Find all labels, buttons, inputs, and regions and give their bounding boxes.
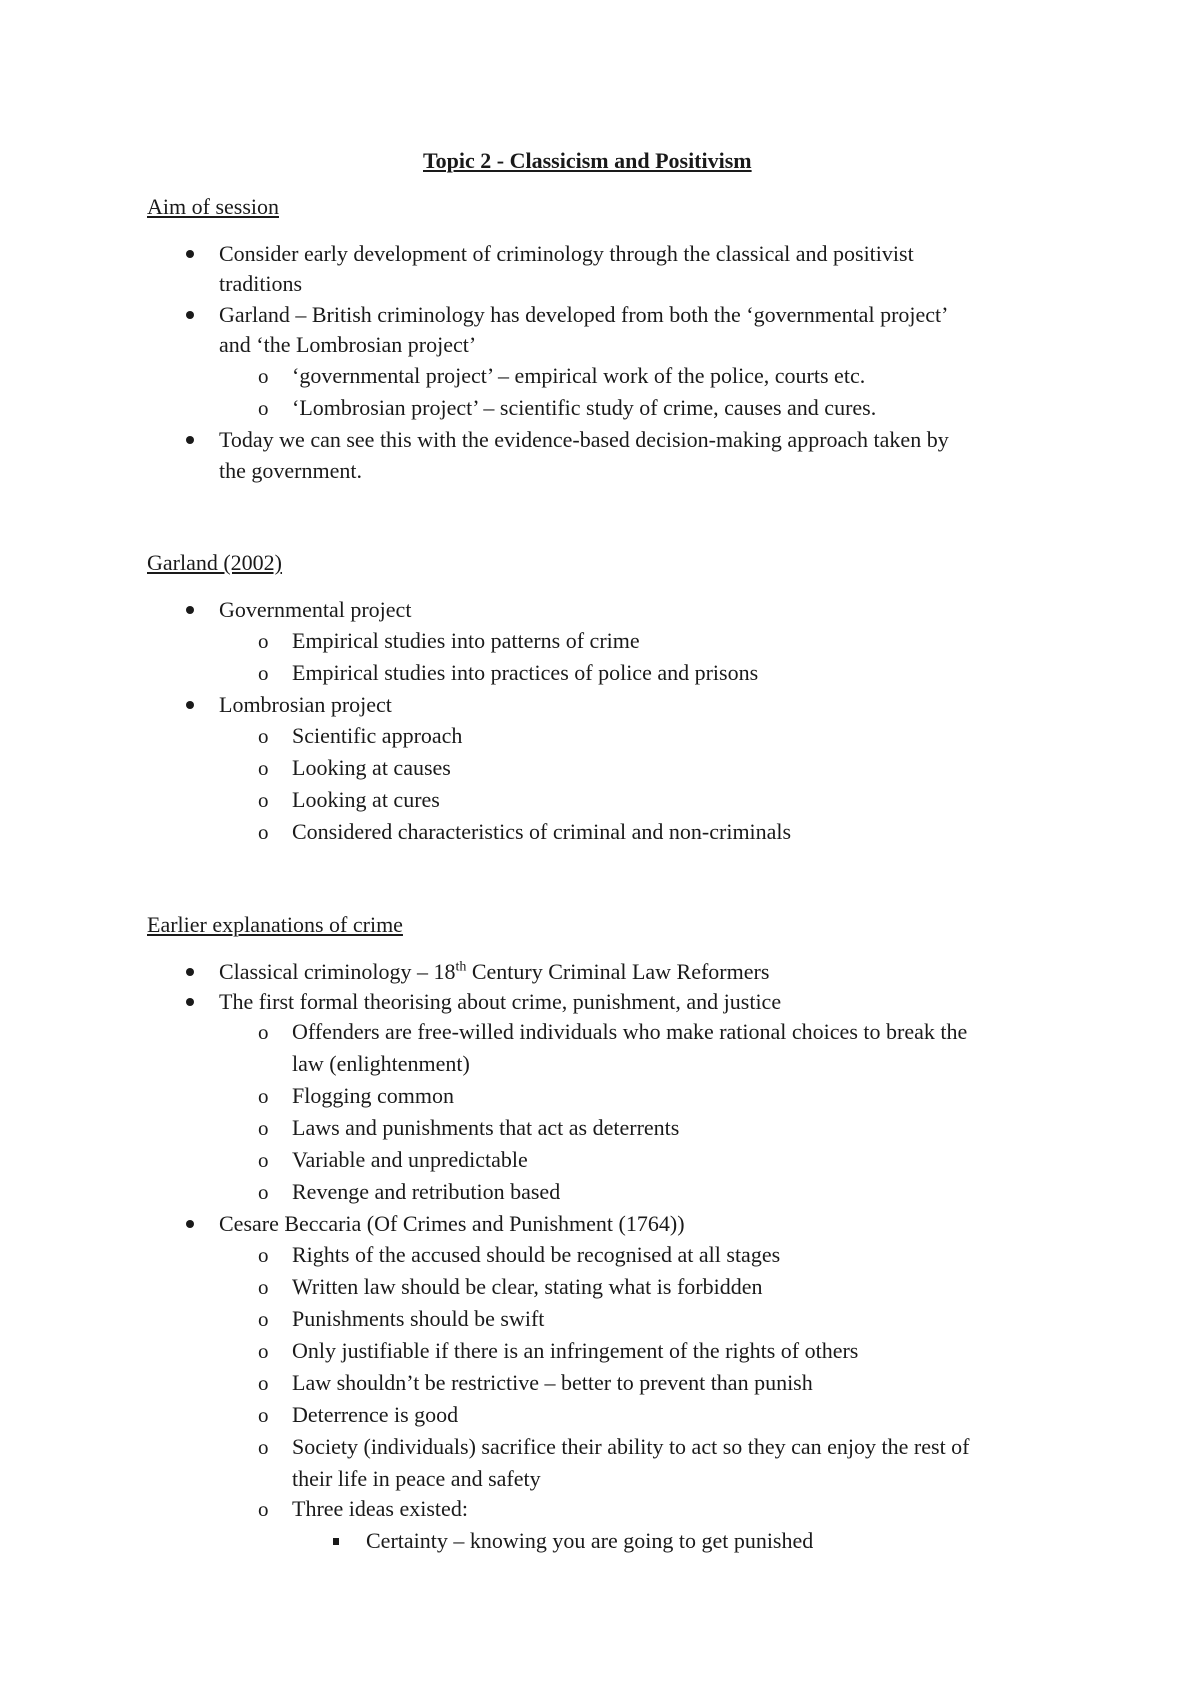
bullet-icon xyxy=(186,311,194,319)
list-item-continuation: traditions xyxy=(219,271,303,296)
ordinal-suffix: th xyxy=(455,959,467,975)
sub-list-item: ‘governmental project’ – empirical work of the police, courts etc. xyxy=(292,363,866,388)
section-heading-garland: Garland (2002) xyxy=(147,550,283,575)
sub-list-item: Revenge and retribution based xyxy=(292,1179,561,1204)
bullet-icon xyxy=(186,436,194,444)
section-heading-aim: Aim of session xyxy=(147,194,279,219)
bullet-icon xyxy=(186,250,194,258)
sub-list-item: Variable and unpredictable xyxy=(292,1147,528,1172)
sub-bullet-icon: o xyxy=(258,1148,269,1172)
sub-bullet-icon: o xyxy=(258,1435,269,1459)
sub-list-item: Offenders are free-willed individuals who make rational choices to break the xyxy=(292,1019,968,1044)
sub-list-item: Three ideas existed: xyxy=(292,1496,468,1521)
list-item: The first formal theorising about crime, punishment, and justice xyxy=(219,989,782,1014)
sub-list-item: ‘Lombrosian project’ – scientific study of crime, causes and cures. xyxy=(292,395,877,420)
sub-list-item-continuation: their life in peace and safety xyxy=(292,1466,541,1491)
page-title: Topic 2 - Classicism and Positivism xyxy=(423,148,752,173)
sub-bullet-icon: o xyxy=(258,661,269,685)
list-item: Governmental project xyxy=(219,597,412,622)
bullet-icon xyxy=(186,1220,194,1228)
sub-list-item: Empirical studies into practices of police and prisons xyxy=(292,660,759,685)
sub-list-item: Laws and punishments that act as deterrents xyxy=(292,1115,680,1140)
sub-list-item: Considered characteristics of criminal and non-criminals xyxy=(292,819,792,844)
list-item xyxy=(219,957,769,987)
list-item-text: Century Criminal Law Reformers xyxy=(466,959,770,984)
sub-bullet-icon: o xyxy=(258,629,269,653)
sub-bullet-icon: o xyxy=(258,1371,269,1395)
sub-list-item: Empirical studies into patterns of crime xyxy=(292,628,640,653)
sub-bullet-icon: o xyxy=(258,1339,269,1363)
sub-bullet-icon: o xyxy=(258,1020,269,1044)
list-item: Lombrosian project xyxy=(219,692,392,717)
bullet-icon xyxy=(186,606,194,614)
sub-list-item: Looking at causes xyxy=(292,755,451,780)
bullet-icon xyxy=(186,701,194,709)
sub-bullet-icon: o xyxy=(258,396,269,420)
list-item: Cesare Beccaria (Of Crimes and Punishment (1764)) xyxy=(219,1211,685,1236)
sub-bullet-icon: o xyxy=(258,724,269,748)
sub-bullet-icon: o xyxy=(258,1307,269,1331)
sub-bullet-icon: o xyxy=(258,364,269,388)
list-item: Consider early development of criminology through the classical and positivist xyxy=(219,241,914,266)
section-heading-earlier: Earlier explanations of crime xyxy=(147,912,403,937)
sub-bullet-icon: o xyxy=(258,1403,269,1427)
sub-list-item: Deterrence is good xyxy=(292,1402,459,1427)
sub-list-item: Only justifiable if there is an infringement of the rights of others xyxy=(292,1338,859,1363)
square-bullet-icon xyxy=(333,1538,339,1545)
list-item-continuation: the government. xyxy=(219,458,362,483)
sub-bullet-icon: o xyxy=(258,1497,269,1521)
sub-bullet-icon: o xyxy=(258,1180,269,1204)
sub-list-item: Rights of the accused should be recognised at all stages xyxy=(292,1242,781,1267)
sub-list-item: Scientific approach xyxy=(292,723,463,748)
sub-list-item: Society (individuals) sacrifice their ability to act so they can enjoy the rest of xyxy=(292,1434,970,1459)
list-item-continuation: and ‘the Lombrosian project’ xyxy=(219,332,477,357)
sub-list-item-continuation: law (enlightenment) xyxy=(292,1051,470,1076)
sub-list-item: Law shouldn’t be restrictive – better to prevent than punish xyxy=(292,1370,813,1395)
sub-bullet-icon: o xyxy=(258,820,269,844)
list-item: Today we can see this with the evidence-based decision-making approach taken by xyxy=(219,427,949,452)
sub-bullet-icon: o xyxy=(258,1275,269,1299)
list-item: Garland – British criminology has developed from both the ‘governmental project’ xyxy=(219,302,949,327)
sub-list-item: Punishments should be swift xyxy=(292,1306,545,1331)
bullet-icon xyxy=(186,968,194,976)
sub-list-item: Flogging common xyxy=(292,1083,454,1108)
sub-bullet-icon: o xyxy=(258,756,269,780)
sub-bullet-icon: o xyxy=(258,788,269,812)
sub-sub-list-item: Certainty – knowing you are going to get punished xyxy=(366,1528,814,1553)
sub-list-item: Written law should be clear, stating what is forbidden xyxy=(292,1274,763,1299)
list-item-text: Classical criminology – 18 xyxy=(219,959,456,984)
sub-bullet-icon: o xyxy=(258,1116,269,1140)
sub-list-item: Looking at cures xyxy=(292,787,440,812)
bullet-icon xyxy=(186,998,194,1006)
sub-bullet-icon: o xyxy=(258,1243,269,1267)
sub-bullet-icon: o xyxy=(258,1084,269,1108)
